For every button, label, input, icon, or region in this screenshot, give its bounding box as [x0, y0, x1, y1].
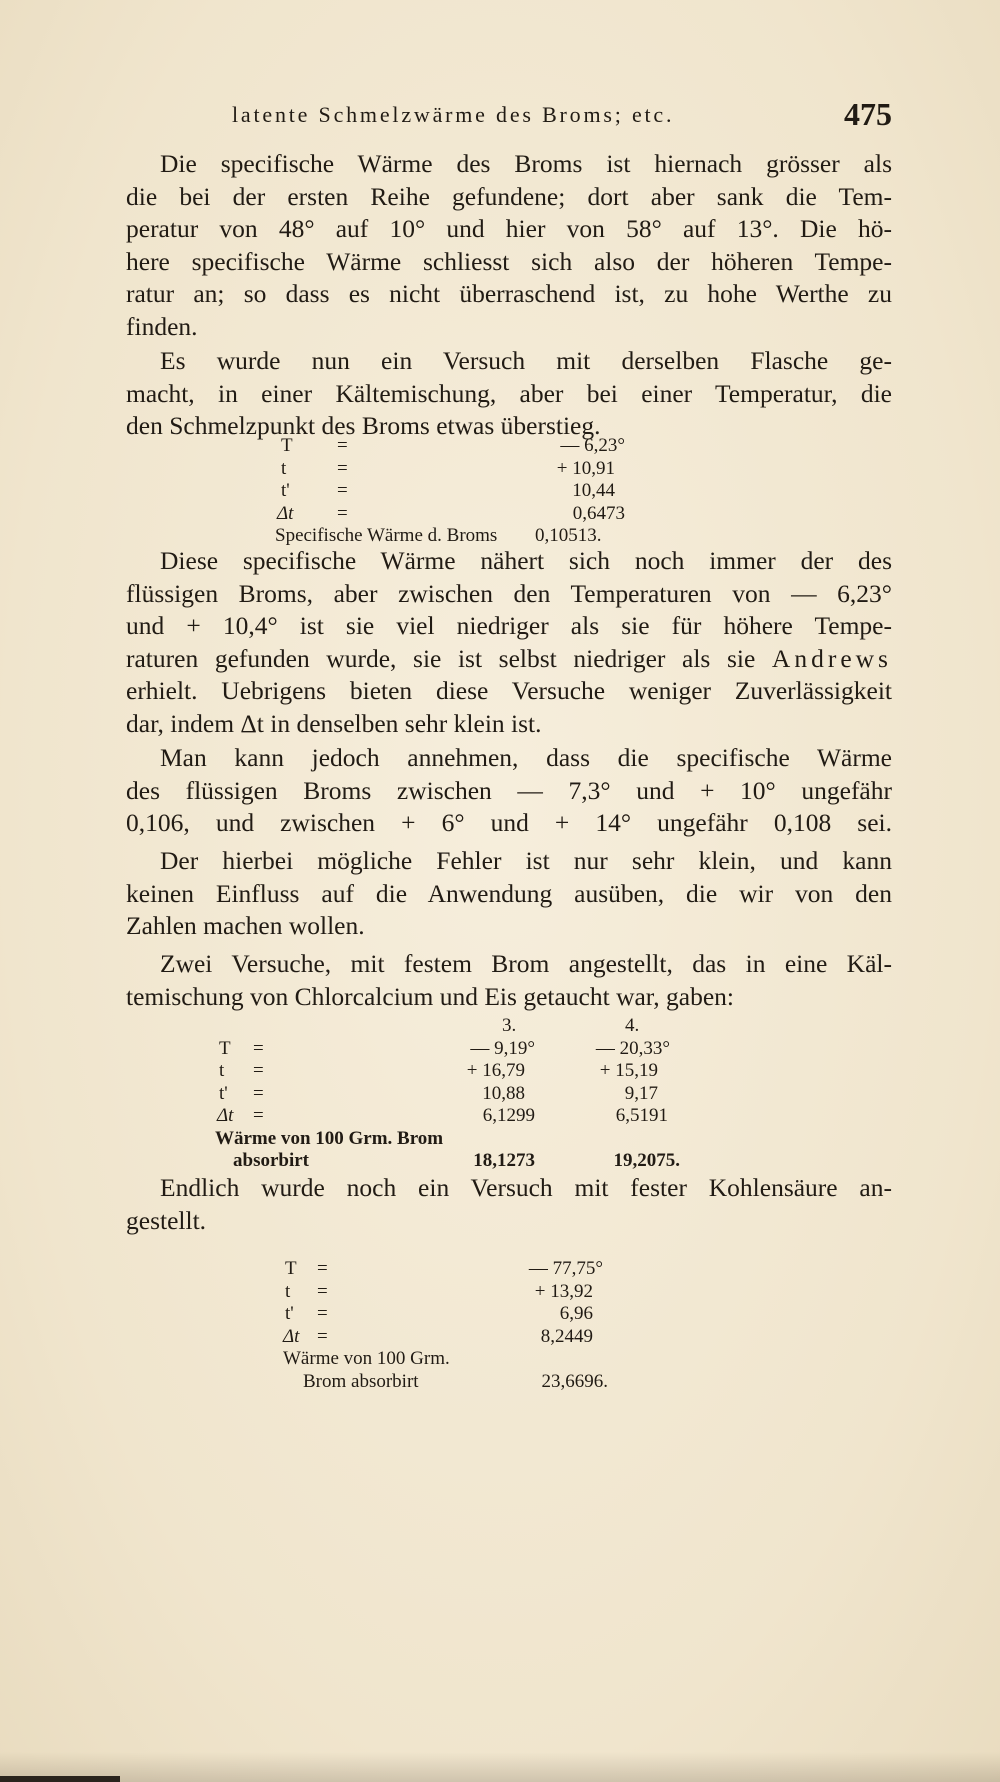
text-line: temischung von Chlorcalcium und Eis getaucht war, gaben: [126, 981, 734, 1011]
row-label: t [285, 1280, 291, 1302]
equals-sign: = [337, 435, 348, 456]
table-row [283, 1326, 703, 1349]
heat-label: absorbirt [233, 1150, 309, 1171]
table-row [275, 458, 675, 481]
text-line: die bei der ersten Reihe gefundene; dort aber sank die Tem- [126, 181, 892, 211]
row-value: + 13,92 [534, 1280, 593, 1302]
paragraph-assumption [126, 742, 892, 840]
row-label: Δt [277, 502, 294, 524]
equals-sign: = [337, 457, 348, 479]
text-line: peratur von 48° auf 10° und hier von 58° auf 13°. Die hö- [126, 214, 892, 243]
page-edge-shadow [0, 1752, 1000, 1782]
text-line: den Schmelzpunkt des Broms etwas überstieg. [126, 411, 601, 440]
row-label: t' [285, 1303, 294, 1324]
text-line: keinen Einfluss auf die Anwendung ausüben, die wir von den [126, 878, 892, 908]
equals-sign: = [337, 502, 348, 524]
result-label: Specifische Wärme d. Broms [275, 525, 498, 546]
page-header [232, 96, 892, 136]
text-line: finden. [126, 311, 198, 341]
table-row [275, 503, 675, 526]
table-row [215, 1060, 775, 1083]
text-line: Die specifische Wärme des Broms ist hiernach grösser als [160, 149, 892, 178]
text-line: Zahlen machen wollen. [126, 911, 365, 940]
equals-sign: = [253, 1082, 264, 1104]
table-row [283, 1303, 703, 1326]
text-line: here specifische Wärme schliesst sich also der höheren Tempe- [126, 246, 892, 276]
heat-label: Brom absorbirt [303, 1370, 419, 1392]
row-label: T [219, 1037, 231, 1059]
author-name: Andrews [771, 643, 892, 673]
value-col-3: — 9,19° [470, 1037, 535, 1059]
row-label: t [281, 457, 287, 479]
row-label: t [219, 1060, 225, 1081]
equals-sign: = [317, 1258, 328, 1279]
text-line: flüssigen Broms, aber zwischen den Temperaturen von — 6,23° [126, 578, 892, 608]
table-row [275, 435, 675, 458]
paragraph-comparison [126, 545, 892, 740]
equals-sign: = [253, 1105, 264, 1126]
table-result-row [215, 1150, 775, 1173]
text-line: erhielt. Uebrigens bieten diese Versuche weniger Zuverlässigkeit [126, 676, 892, 705]
table-row [215, 1083, 775, 1106]
result-value: 0,10513. [535, 525, 602, 546]
text-line: Zwei Versuche, mit festem Brom angestellt, das in eine Käl- [160, 949, 892, 978]
text-line: des flüssigen Broms zwischen — 7,3° und + 10° ungefähr [126, 775, 892, 805]
page-bottom-mark [0, 1776, 120, 1782]
row-label: t' [219, 1082, 228, 1104]
table-result-row [283, 1371, 703, 1394]
text-line: Der hierbei mögliche Fehler ist nur sehr klein, und kann [160, 846, 892, 875]
heat-label: Wärme von 100 Grm. [283, 1348, 450, 1369]
text-line: ratur an; so dass es nicht überraschend ist, zu hohe Werthe zu [126, 279, 892, 308]
text-fragment: raturen gefunden wurde, sie ist selbst niedriger als sie [126, 643, 756, 673]
text-line: und + 10,4° ist sie viel niedriger als sie für höhere Tempe- [126, 611, 892, 640]
value-col-4: — 20,33° [595, 1037, 670, 1059]
text-line: Endlich wurde noch ein Versuch mit fester Kohlensäure an- [160, 1173, 892, 1202]
row-value: + 10,91 [556, 457, 615, 479]
row-label: Δt [217, 1105, 234, 1126]
value-col-4: + 15,19 [599, 1060, 658, 1081]
table-row [275, 480, 675, 503]
table-result-row [283, 1348, 703, 1371]
heat-label: Wärme von 100 Grm. Brom [215, 1127, 444, 1149]
value-col-3: 18,1273 [473, 1150, 535, 1171]
measurement-table-3 [283, 1258, 703, 1393]
equals-sign: = [253, 1060, 264, 1081]
table-row [283, 1258, 703, 1281]
table-header-row [215, 1015, 775, 1038]
running-title: latente Schmelzwärme des Broms; etc. [232, 102, 675, 127]
paragraph-experiment-flask [126, 345, 892, 443]
measurement-table-1 [275, 435, 675, 548]
text-line: Es wurde nun ein Versuch mit derselben Flasche ge- [160, 346, 892, 375]
paragraph-carbon-dioxide [126, 1172, 892, 1237]
row-value: — 6,23° [560, 435, 625, 456]
text-line: gestellt. [126, 1205, 207, 1235]
row-label: Δt [283, 1325, 300, 1347]
row-value: 23,6696. [541, 1370, 608, 1392]
text-line: macht, in einer Kältemischung, aber bei einer Temperatur, die [126, 378, 892, 408]
text-line: Man kann jedoch annehmen, dass die specifische Wärme [160, 743, 892, 772]
equals-sign: = [317, 1280, 328, 1302]
equals-sign: = [253, 1037, 264, 1059]
page-number: 475 [844, 96, 892, 132]
row-value: 10,44 [572, 480, 615, 501]
row-value: 0,6473 [572, 502, 625, 524]
paragraph-error [126, 845, 892, 943]
column-header: 4. [625, 1015, 640, 1036]
equals-sign: = [317, 1325, 328, 1347]
text-line: dar, indem Δt in denselben sehr klein ist. [126, 708, 542, 738]
measurement-table-2 [215, 1015, 775, 1173]
table-row [283, 1281, 703, 1304]
row-value: 6,96 [559, 1303, 593, 1324]
row-value: 8,2449 [540, 1325, 593, 1347]
text-line [126, 643, 892, 676]
row-label: t' [281, 480, 290, 501]
value-col-3: + 16,79 [466, 1060, 525, 1081]
value-col-4: 9,17 [624, 1082, 658, 1104]
equals-sign: = [337, 480, 348, 501]
equals-sign: = [317, 1303, 328, 1324]
row-label: T [281, 435, 293, 456]
table-row [215, 1105, 775, 1128]
value-col-4: 19,2075. [613, 1150, 680, 1171]
value-col-3: 10,88 [482, 1082, 525, 1104]
table-row [215, 1038, 775, 1061]
value-col-4: 6,5191 [615, 1105, 668, 1126]
row-label: T [285, 1258, 297, 1279]
text-line: 0,106, und zwischen + 6° und + 14° ungefähr 0,108 sei. [126, 808, 892, 837]
paragraph-specific-heat [126, 148, 892, 343]
column-header: 3. [502, 1015, 517, 1036]
table-result-row [215, 1128, 775, 1151]
paragraph-solid-bromine [126, 948, 892, 1013]
text-line: Diese specifische Wärme nähert sich noch immer der des [160, 546, 892, 575]
value-col-3: 6,1299 [482, 1105, 535, 1126]
row-value: — 77,75° [528, 1258, 603, 1279]
